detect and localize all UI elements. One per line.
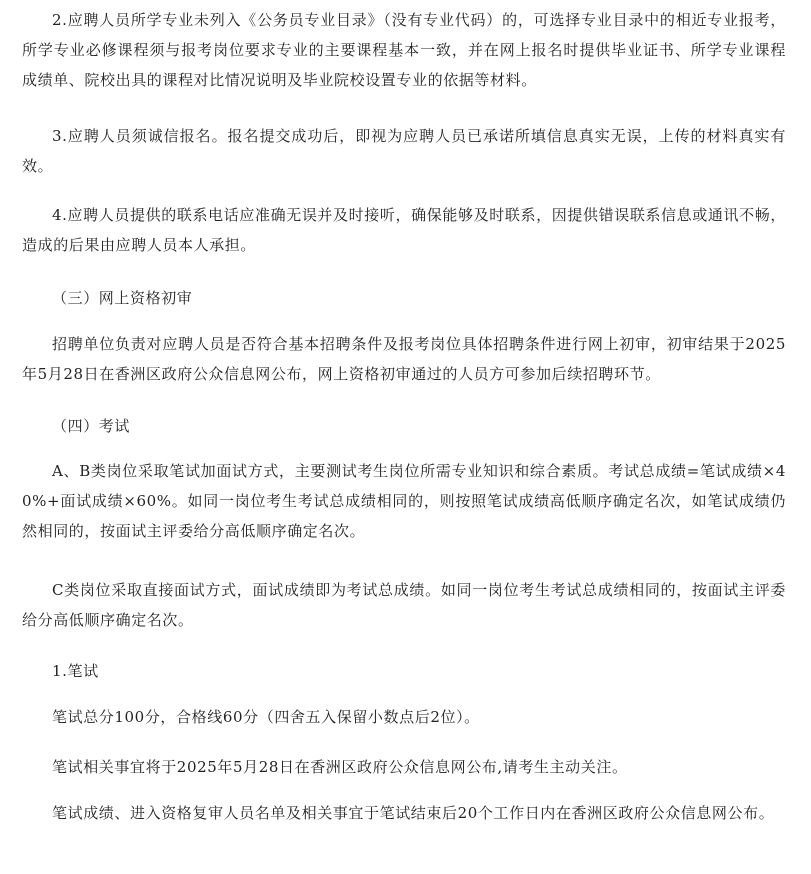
paragraph-ab-exam: A、B类岗位采取笔试加面试方式，主要测试考生岗位所需专业知识和综合素质。考试总成绩=笔试成绩×40%+面试成绩×60%。如同一岗位考生考试总成绩相同的，则按照笔试成绩高低顺序确定名次，如笔试成绩仍然相同的，按面试主评委给分高低顺序确定名次。 [22,462,786,540]
subheading-written-exam: 1.笔试 [52,662,99,680]
paragraph-written-results: 笔试成绩、进入资格复审人员名单及相关事宜于笔试结束后20个工作日内在香洲区政府公众信息网公布。 [52,804,775,822]
paragraph-written-notice: 笔试相关事宜将于2025年5月28日在香洲区政府公众信息网公布,请考生主动关注。 [52,758,628,776]
paragraph-c-exam: C类岗位采取直接面试方式，面试成绩即为考试总成绩。如同一岗位考生考试总成绩相同的，按面试主评委给分高低顺序确定名次。 [22,581,786,629]
section-heading-exam: （四）考试 [52,417,131,435]
section-heading-online-review: （三）网上资格初审 [52,289,193,307]
paragraph-written-score: 笔试总分100分，合格线60分（四舍五入保留小数点后2位）。 [52,708,480,726]
paragraph-online-review: 招聘单位负责对应聘人员是否符合基本招聘条件及报考岗位具体招聘条件进行网上初审，初审结果于2025年5月28日在香洲区政府公众信息网公布，网上资格初审通过的人员方可参加后续招聘环节。 [22,335,786,383]
paragraph-major-not-listed: 2.应聘人员所学专业未列入《公务员专业目录》（没有专业代码）的，可选择专业目录中的相近专业报考，所学专业必修课程须与报考岗位要求专业的主要课程基本一致，并在网上报名时提供毕业证书、所学专业课程成绩单、院校出具的课程对比情况说明及毕业院校设置专业的依据等材料。 [22,11,786,89]
paragraph-contact-phone: 4.应聘人员提供的联系电话应准确无误并及时接听，确保能够及时联系，因提供错误联系信息或通讯不畅，造成的后果由应聘人员本人承担。 [22,206,786,254]
paragraph-honest-registration: 3.应聘人员须诚信报名。报名提交成功后，即视为应聘人员已承诺所填信息真实无误，上传的材料真实有效。 [22,127,786,175]
